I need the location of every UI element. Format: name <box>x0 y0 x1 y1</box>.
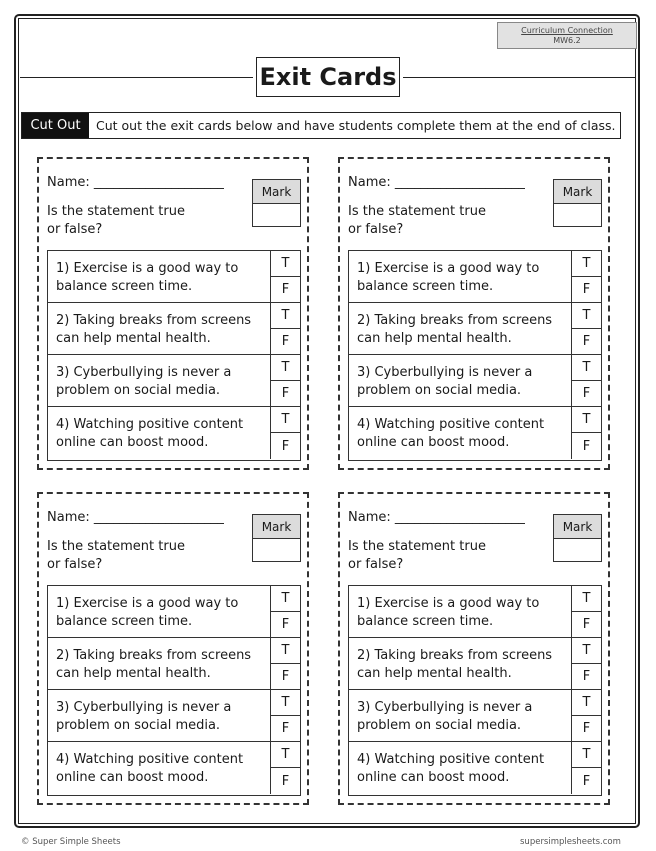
true-option[interactable]: T <box>572 586 601 612</box>
statement-line: can help mental health. <box>56 331 211 346</box>
statement-row <box>349 251 601 303</box>
question-text: or false? <box>47 222 103 237</box>
statement-text <box>56 364 266 400</box>
statement-text <box>357 647 567 683</box>
statements-table <box>47 585 301 796</box>
question-text: or false? <box>348 557 404 572</box>
true-option[interactable]: T <box>271 742 300 768</box>
true-option[interactable]: T <box>271 407 300 433</box>
statement-line: 4) Watching positive content <box>357 752 545 767</box>
statement-text <box>357 751 567 787</box>
false-option[interactable]: F <box>281 616 290 632</box>
statement-line: 2) Taking breaks from screens <box>357 648 553 663</box>
mark-box[interactable] <box>553 179 602 227</box>
false-option[interactable]: F <box>582 773 591 789</box>
footer-copyright: © Super Simple Sheets <box>21 837 121 847</box>
true-option[interactable]: T <box>271 690 300 716</box>
false-option[interactable]: F <box>582 668 591 684</box>
statement-text <box>56 260 266 296</box>
statement-line: 3) Cyberbullying is never a <box>357 700 533 715</box>
true-option[interactable]: T <box>572 251 601 277</box>
statement-line: 1) Exercise is a good way to <box>357 596 540 611</box>
curriculum-code: MW6.2 <box>553 36 581 45</box>
statement-line: can help mental health. <box>357 666 512 681</box>
true-option[interactable]: T <box>271 586 300 612</box>
statement-row <box>48 407 300 459</box>
false-option[interactable]: F <box>582 333 591 349</box>
statement-line: balance screen time. <box>56 279 193 294</box>
statement-text <box>56 699 266 735</box>
statement-line: online can boost mood. <box>357 770 510 785</box>
statement-line: 4) Watching positive content <box>56 752 244 767</box>
statement-row <box>349 303 601 355</box>
statement-text <box>357 416 567 452</box>
question-text: or false? <box>47 557 103 572</box>
statement-line: 4) Watching positive content <box>56 417 244 432</box>
statement-line: balance screen time. <box>357 279 494 294</box>
true-option[interactable]: T <box>572 742 601 768</box>
statement-line: problem on social media. <box>357 718 522 733</box>
false-option[interactable]: F <box>582 616 591 632</box>
false-option[interactable]: F <box>582 385 591 401</box>
statement-row <box>349 586 601 638</box>
statement-line: balance screen time. <box>56 614 193 629</box>
statements-table <box>47 250 301 461</box>
true-option[interactable]: T <box>271 355 300 381</box>
exit-card <box>37 492 309 805</box>
true-false-cells <box>270 407 300 459</box>
statement-line: 4) Watching positive content <box>357 417 545 432</box>
true-false-cells <box>571 355 601 406</box>
mark-box[interactable] <box>252 514 301 562</box>
statement-line: 2) Taking breaks from screens <box>357 313 553 328</box>
true-false-cells <box>270 251 300 302</box>
statement-text <box>56 416 266 452</box>
name-field[interactable]: Name: ____________________ <box>47 510 224 525</box>
true-option[interactable]: T <box>572 407 601 433</box>
statement-row <box>349 638 601 690</box>
statement-line: online can boost mood. <box>357 435 510 450</box>
false-option[interactable]: F <box>281 281 290 297</box>
statement-text <box>56 312 266 348</box>
true-false-cells <box>571 407 601 459</box>
mark-box[interactable] <box>252 179 301 227</box>
true-false-cells <box>270 355 300 406</box>
statement-text <box>357 312 567 348</box>
true-false-cells <box>270 742 300 794</box>
statement-text <box>357 699 567 735</box>
curriculum-connection-box <box>497 22 637 49</box>
statement-line: 1) Exercise is a good way to <box>357 261 540 276</box>
statement-text <box>56 595 266 631</box>
statement-line: 3) Cyberbullying is never a <box>56 700 232 715</box>
true-option[interactable]: T <box>271 303 300 329</box>
true-false-cells <box>571 690 601 741</box>
instruction-bar <box>21 112 621 139</box>
statement-row <box>48 303 300 355</box>
page-title: Exit Cards <box>256 57 400 97</box>
false-option[interactable]: F <box>281 720 290 736</box>
exit-card <box>37 157 309 470</box>
false-option[interactable]: F <box>281 773 290 789</box>
mark-label: Mark <box>554 180 601 204</box>
true-option[interactable]: T <box>271 638 300 664</box>
false-option[interactable]: F <box>582 281 591 297</box>
statement-text <box>357 260 567 296</box>
false-option[interactable]: F <box>281 438 290 454</box>
statement-line: online can boost mood. <box>56 435 209 450</box>
statement-line: problem on social media. <box>56 383 221 398</box>
statement-text <box>56 751 266 787</box>
true-option[interactable]: T <box>572 303 601 329</box>
statement-row <box>48 638 300 690</box>
statement-text <box>56 647 266 683</box>
question-text: Is the statement true <box>348 204 486 219</box>
mark-label: Mark <box>554 515 601 539</box>
question-text: Is the statement true <box>47 204 185 219</box>
statement-text <box>357 595 567 631</box>
statement-line: 3) Cyberbullying is never a <box>56 365 232 380</box>
footer-website: supersimplesheets.com <box>520 837 621 847</box>
name-field[interactable]: Name: ____________________ <box>348 510 525 525</box>
name-field[interactable]: Name: ____________________ <box>348 175 525 190</box>
statement-row <box>48 742 300 794</box>
true-option[interactable]: T <box>572 690 601 716</box>
false-option[interactable]: F <box>281 333 290 349</box>
statement-row <box>349 407 601 459</box>
statement-line: problem on social media. <box>56 718 221 733</box>
exit-card <box>338 492 610 805</box>
statement-row <box>48 251 300 303</box>
curriculum-connection-label: Curriculum Connection <box>521 26 613 35</box>
true-false-cells <box>571 638 601 689</box>
mark-label: Mark <box>253 180 300 204</box>
true-option[interactable]: T <box>271 251 300 277</box>
false-option[interactable]: F <box>582 438 591 454</box>
true-option[interactable]: T <box>572 355 601 381</box>
statement-row <box>48 690 300 742</box>
statement-line: 1) Exercise is a good way to <box>56 596 239 611</box>
statement-row <box>349 690 601 742</box>
statement-row <box>48 586 300 638</box>
statement-line: can help mental health. <box>56 666 211 681</box>
statement-line: can help mental health. <box>357 331 512 346</box>
instruction-text: Cut out the exit cards below and have students complete them at the end of class. <box>96 118 616 133</box>
statement-line: 1) Exercise is a good way to <box>56 261 239 276</box>
cut-out-tag: Cut Out <box>22 113 89 138</box>
name-field[interactable]: Name: ____________________ <box>47 175 224 190</box>
true-false-cells <box>571 586 601 637</box>
statement-line: 2) Taking breaks from screens <box>56 313 252 328</box>
true-option[interactable]: T <box>572 638 601 664</box>
false-option[interactable]: F <box>582 720 591 736</box>
statement-line: 3) Cyberbullying is never a <box>357 365 533 380</box>
true-false-cells <box>270 586 300 637</box>
true-false-cells <box>270 690 300 741</box>
statement-row <box>48 355 300 407</box>
false-option[interactable]: F <box>281 668 290 684</box>
question-text: Is the statement true <box>47 539 185 554</box>
question-text: Is the statement true <box>348 539 486 554</box>
true-false-cells <box>270 638 300 689</box>
statement-line: 2) Taking breaks from screens <box>56 648 252 663</box>
true-false-cells <box>571 251 601 302</box>
statement-line: problem on social media. <box>357 383 522 398</box>
statements-table <box>348 585 602 796</box>
false-option[interactable]: F <box>281 385 290 401</box>
question-text: or false? <box>348 222 404 237</box>
true-false-cells <box>571 303 601 354</box>
statement-line: online can boost mood. <box>56 770 209 785</box>
exit-card <box>338 157 610 470</box>
statement-row <box>349 742 601 794</box>
statement-line: balance screen time. <box>357 614 494 629</box>
mark-label: Mark <box>253 515 300 539</box>
statement-row <box>349 355 601 407</box>
true-false-cells <box>270 303 300 354</box>
statements-table <box>348 250 602 461</box>
statement-text <box>357 364 567 400</box>
true-false-cells <box>571 742 601 794</box>
mark-box[interactable] <box>553 514 602 562</box>
